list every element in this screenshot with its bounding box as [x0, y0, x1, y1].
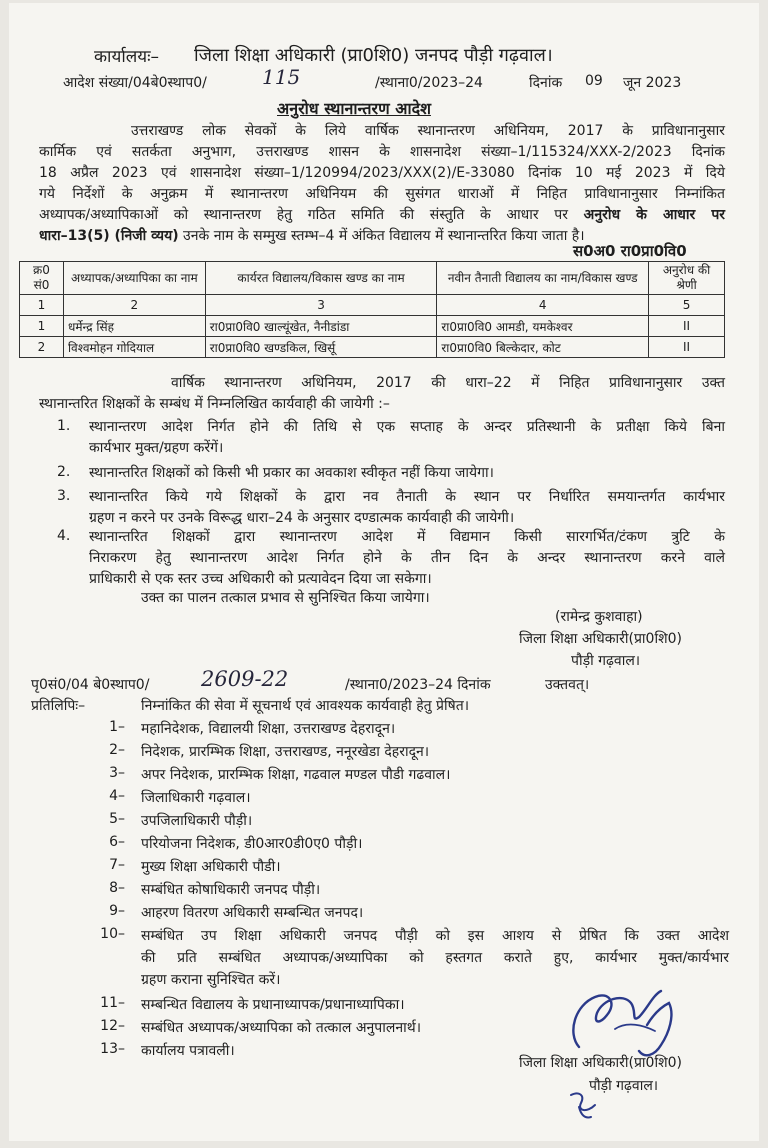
condition-item	[89, 417, 725, 459]
copy-item-number: 2–	[109, 742, 125, 758]
copy-item: कार्यालय पत्रावली।	[141, 1043, 235, 1059]
copy-item: अपर निदेशक, प्रारम्भिक शिक्षा, गढवाल मण्डल पौडी गढवाल।	[141, 767, 451, 783]
copy-item-number: 1–	[109, 719, 125, 735]
endorsement-date: उक्तवत्।	[545, 677, 590, 693]
intro-line: कार्मिक एवं सतर्कता अनुभाग, उत्तराखण्ड शासन के शासनादेश संख्या–1/115324/XXX-2/2023 दिनांक	[39, 144, 725, 160]
order-number-prefix: आदेश संख्या/04बे0स्थाप0/	[63, 75, 207, 91]
condition-line: ग्रहण न करने पर उनके विरूद्ध धारा–24 के अनुसार दण्डात्मक कार्यवाही की जायेगी।	[89, 510, 515, 526]
condition-line: निराकरण हेतु स्थानान्तरण आदेश निर्गत होने के तीन दिन के अन्दर स्थानान्तरण करने वाले	[89, 550, 725, 566]
copy-item: सम्बन्धित विद्यालय के प्रधानाध्यापक/प्रधानाध्यापिका।	[141, 997, 405, 1013]
order-document	[9, 3, 759, 1141]
intro-bold-phrase: अनुरोध के आधार पर	[583, 207, 726, 223]
copy-item-number: 12–	[100, 1018, 125, 1034]
table-cell: II	[649, 337, 725, 358]
condition-line: कार्यभार मुक्त/ग्रहण करेंगें।	[89, 440, 224, 456]
condition-number: 1.	[57, 418, 71, 434]
copy-label: प्रतिलिपिः–	[31, 698, 86, 714]
table-cell: विश्वमोहन गोदियाल	[63, 337, 205, 358]
condition-number: 4.	[57, 528, 71, 544]
copy-item-line: सम्बंधित उप शिक्षा अधिकारी जनपद पौड़ी को इस आशय से प्रेषित कि उक्त आदेश	[141, 928, 729, 944]
col-header-request-category: अनुरोध की श्रेणी	[649, 262, 725, 295]
intro-paragraph	[39, 121, 725, 247]
table-cell: धर्मेन्द्र सिंह	[63, 316, 205, 337]
intro-line: 18 अप्रैल 2023 एवं शासनादेश संख्या–1/120994/2023/XXX(2)/E-33080 दिनांक 10 मई 2023 में दिये	[39, 165, 725, 181]
copy-item-number: 4–	[109, 788, 125, 804]
intro-section-ref: धारा–13(5) (निजी व्यय)	[39, 228, 179, 244]
order-date-label: दिनांक	[529, 75, 563, 91]
copy-item-number: 13–	[100, 1041, 125, 1057]
condition-line: स्थानान्तरित किये गये शिक्षकों के द्वारा नव तैनाती के स्थान पर निर्धारित समयान्तर्गत कार्यभार	[89, 489, 725, 505]
signatory-place: पौड़ी गढ़वाल।	[571, 653, 641, 669]
intro-line: उत्तराखण्ड लोक सेवकों के लिये वार्षिक स्थानान्तरण अधिनियम, 2017 के प्राविधानानुसार	[131, 123, 725, 139]
initial-mark	[565, 1085, 605, 1125]
table-number-row	[20, 295, 725, 316]
office-name: जिला शिक्षा अधिकारी (प्रा0शि0) जनपद पौड़ी गढ़वाल।	[194, 45, 553, 66]
condition-item	[89, 487, 725, 529]
col-header-new-school: नवीन तैनाती विद्यालय का नाम/विकास खण्ड	[437, 262, 649, 295]
condition-item	[89, 463, 725, 484]
copy-item-number: 9–	[109, 903, 125, 919]
copy-item: निदेशक, प्रारम्भिक शिक्षा, उत्तराखण्ड, ननूरखेडा देहरादून।	[141, 744, 430, 760]
table-cell: 2	[63, 295, 205, 316]
intro-line: गये निर्देशों के अनुक्रम में स्थानान्तरण अधिनियम की सुसंगत धाराओं में निहित प्राविधानानुसार निम्नांकित	[39, 186, 725, 202]
copy-item-multiline	[141, 925, 729, 991]
table-cell: रा0प्रा0वि0 खण्डकिल, खिर्सू	[205, 337, 437, 358]
col-header-serial: क्र0 सं0	[20, 262, 64, 295]
copy-item: जिलाधिकारी गढ़वाल।	[141, 790, 251, 806]
table-cell: रा0प्रा0वि0 बिल्केदार, कोट	[437, 337, 649, 358]
section-paragraph	[39, 373, 725, 415]
office-label: कार्यालयः–	[94, 47, 160, 67]
condition-line: प्राधिकारी से एक स्तर उच्च अधिकारी को प्रत्यावेदन दिया जा सकेगा।	[89, 571, 432, 587]
table-cell: रा0प्रा0वि0 आमडी, यमकेश्वर	[437, 316, 649, 337]
endorsement-signatory-designation: जिला शिक्षा अधिकारी(प्रा0शि0)	[519, 1055, 682, 1071]
copy-item-number: 11–	[100, 995, 125, 1011]
table-cell: 1	[20, 316, 64, 337]
table-cell: 4	[437, 295, 649, 316]
table-cell: 3	[205, 295, 437, 316]
copy-item-number: 6–	[109, 834, 125, 850]
order-number-suffix: /स्थाना0/2023–24	[375, 75, 483, 91]
copy-item: सम्बंधित अध्यापक/अध्यापिका को तत्काल अनुपालनार्थ।	[141, 1020, 422, 1036]
condition-number: 2.	[57, 464, 71, 480]
copy-item: आहरण वितरण अधिकारी सम्बन्धित जनपद।	[141, 905, 364, 921]
signatory-designation: जिला शिक्षा अधिकारी(प्रा0शि0)	[519, 631, 682, 647]
condition-line: स्थानान्तरित शिक्षकों को किसी भी प्रकार का अवकाश स्वीकृत नहीं किया जायेगा।	[89, 465, 494, 481]
signatory-name: (रामेन्द्र कुशवाहा)	[555, 609, 643, 625]
copy-item-number: 5–	[109, 811, 125, 827]
table-cell: 5	[649, 295, 725, 316]
table-row	[20, 337, 725, 358]
table-cell: रा0प्रा0वि0 खाल्यूंखेत, नैनीडांडा	[205, 316, 437, 337]
copy-item-number: 3–	[109, 765, 125, 781]
col-header-current-school: कार्यरत विद्यालय/विकास खण्ड का नाम	[205, 262, 437, 295]
endorsement-number-prefix: पृ0सं0/04 बे0स्थाप0/	[31, 677, 150, 693]
closing-line: उक्त का पालन तत्काल प्रभाव से सुनिश्चित किया जायेगा।	[141, 590, 430, 606]
copy-item: परियोजना निदेशक, डी0आर0डी0ए0 पौड़ी।	[141, 836, 363, 852]
table-row	[20, 316, 725, 337]
intro-line-with-bold	[39, 205, 725, 226]
table-cell: II	[649, 316, 725, 337]
intro-final-text: उनके नाम के सम्मुख स्तम्भ–4 में अंकित विद्यालय में स्थानान्तरित किया जाता है।	[178, 228, 585, 244]
intro-line-text: अध्यापक/अध्यापिकाओं को स्थानान्तरण हेतु गठित समिति की संस्तुति के आधार पर	[39, 207, 568, 223]
order-title: अनुरोध स्थानान्तरण आदेश	[277, 99, 431, 118]
condition-line: स्थानान्तरण आदेश निर्गत होने की तिथि से एक सप्ताह के अन्दर प्रतिस्थानी के प्रतीक्षा किये बिना	[89, 419, 725, 435]
section-line: स्थानान्तरित शिक्षकों के सम्बंध में निम्नलिखित कार्यवाही की जायेगी :–	[39, 396, 390, 412]
copy-item: मुख्य शिक्षा अधिकारी पौडी।	[141, 859, 281, 875]
endorsement-number-handwritten: 2609-22	[201, 667, 289, 691]
transfer-table	[19, 261, 725, 358]
copy-item: सम्बंधित कोषाधिकारी जनपद पौड़ी।	[141, 882, 321, 898]
copy-item-number: 8–	[109, 880, 125, 896]
order-date-month-year: जून 2023	[623, 75, 682, 91]
order-date-day: 09	[585, 73, 603, 89]
copy-item-line: की प्रति सम्बंधित अध्यापक/अध्यापिका को हस्तगत कराते हुए, कार्यभार मुक्त/कार्यभार	[141, 950, 729, 966]
condition-line: स्थानान्तरित शिक्षकों द्वारा स्थानान्तरण आदेश में विद्यमान किसी सारगर्भित/टंकण त्रुटि के	[89, 529, 725, 545]
table-cell: 2	[20, 337, 64, 358]
copy-item: उपजिलाधिकारी पौड़ी।	[141, 813, 253, 829]
condition-item	[89, 527, 725, 590]
order-number-handwritten: 115	[262, 65, 301, 89]
endorsement-signatory-place: पौड़ी गढ़वाल।	[589, 1078, 659, 1094]
category-label: स0अ0 रा0प्रा0वि0	[573, 242, 687, 260]
col-header-teacher-name: अध्यापक/अध्यापिका का नाम	[63, 262, 205, 295]
table-cell: 1	[20, 295, 64, 316]
copy-item-line: ग्रहण कराना सुनिश्चित करें।	[141, 972, 281, 988]
table-header-row	[20, 262, 725, 295]
endorsement-number-suffix: /स्थाना0/2023–24 दिनांक	[345, 677, 491, 693]
copy-item-number: 7–	[109, 857, 125, 873]
copy-intro: निम्नांकित की सेवा में सूचनार्थ एवं आवश्यक कार्यवाही हेतु प्रेषित।	[141, 698, 470, 714]
condition-number: 3.	[57, 488, 71, 504]
copy-item: महानिदेशक, विद्यालयी शिक्षा, उत्तराखण्ड देहरादून।	[141, 721, 396, 737]
section-line: वार्षिक स्थानान्तरण अधिनियम, 2017 की धारा–22 में निहित प्राविधानानुसार उक्त	[171, 375, 725, 391]
copy-item-number: 10–	[100, 926, 125, 942]
